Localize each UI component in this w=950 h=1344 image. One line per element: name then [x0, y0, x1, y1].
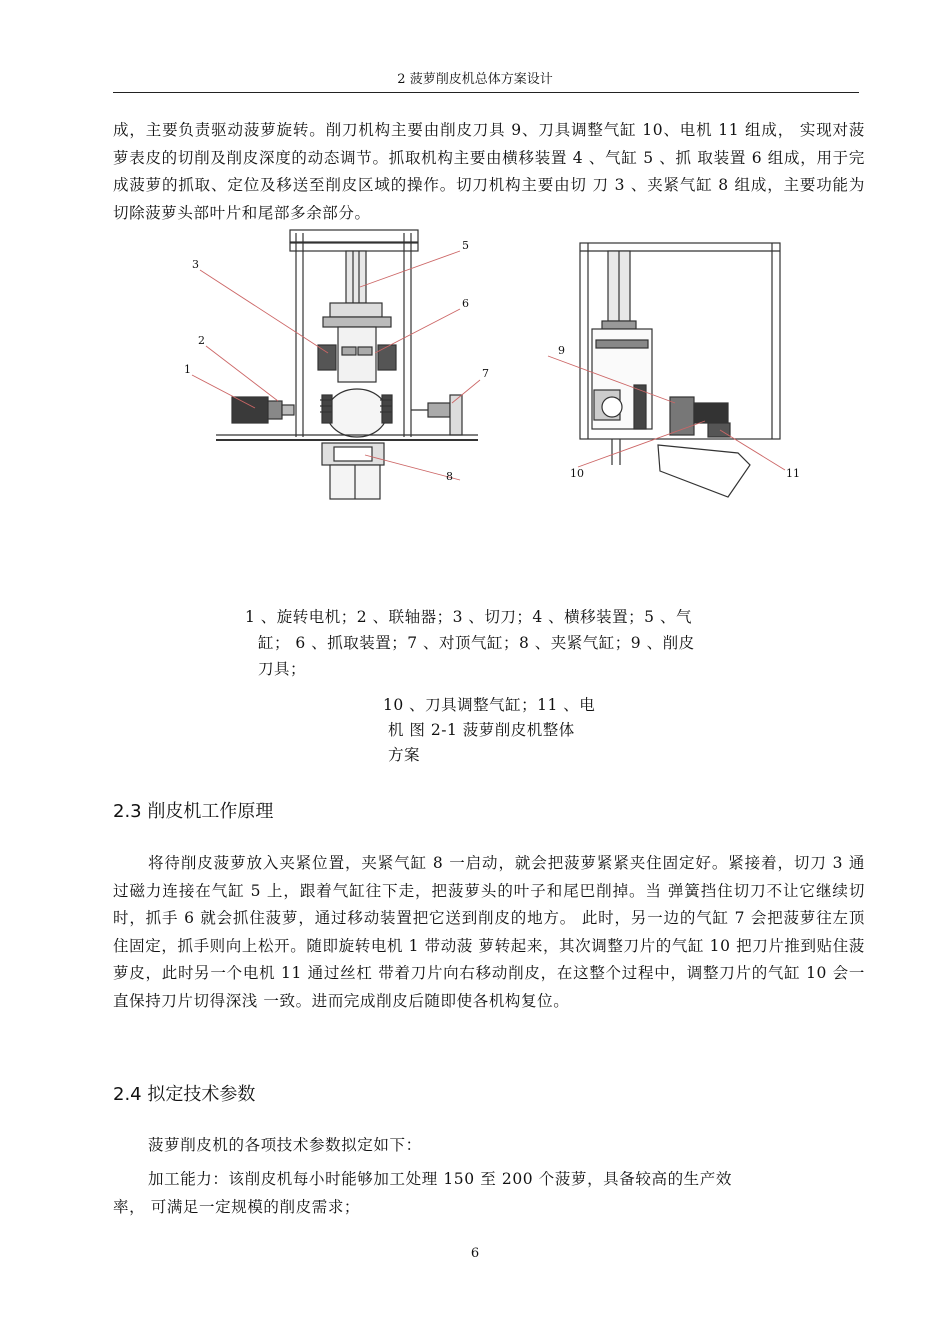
caption-line-3: 刀具；: [258, 660, 307, 678]
page-number: 6: [470, 1246, 480, 1261]
caption-line-2: 缸； 6 、抓取装置；7 、对顶气缸；8 、夹紧气缸；9 、削皮: [258, 634, 695, 652]
running-header: 2 菠萝削皮机总体方案设计: [397, 72, 553, 87]
callout-10: 10: [570, 467, 584, 480]
caption-line-1: 1 、旋转电机；2 、联轴器；3 、切刀；4 、横移装置；5 、气: [245, 608, 692, 626]
intro-paragraph: 成，主要负责驱动菠萝旋转。削刀机构主要由削皮刀具 9、刀具调整气缸 10、电机 11 组成， 实现对菠萝表皮的切削及削皮深度的动态调节。抓取机构主要由横移装置 4 、气缸 5 、抓 取装置 6 组成，用于完成菠萝的抓取、定位及移送至削皮区域的操作。切刀机构主要由切 刀 3 、夹紧气缸 8 组成，主要功能为切除菠萝头部叶片和尾部多余部分。: [113, 121, 865, 222]
callout-2: 2: [198, 334, 205, 347]
callout-8: 8: [446, 470, 453, 483]
section-2-4-line-3: 率， 可满足一定规模的削皮需求；: [113, 1198, 361, 1216]
callout-7: 7: [482, 367, 489, 380]
figure-callouts: [160, 225, 820, 525]
callout-9: 9: [558, 344, 565, 357]
section-2-4-line-2: 加工能力：该削皮机每小时能够加工处理 150 至 200 个菠萝，具备较高的生产效: [148, 1170, 732, 1188]
callout-6: 6: [462, 297, 469, 310]
callout-3: 3: [192, 258, 199, 271]
callout-1: 1: [184, 363, 191, 376]
caption-line-6: 方案: [388, 746, 421, 764]
header-rule: [113, 92, 859, 93]
caption-line-5: 机 图 2-1 菠萝削皮机整体: [388, 721, 575, 739]
callout-11: 11: [786, 467, 800, 480]
section-2-4-heading: 2.4 拟定技术参数: [113, 1084, 256, 1105]
section-2-4-line-1: 菠萝削皮机的各项技术参数拟定如下：: [148, 1136, 422, 1154]
caption-line-4: 10 、刀具调整气缸；11 、电: [383, 696, 596, 714]
callout-5: 5: [462, 239, 469, 252]
section-2-3-heading: 2.3 削皮机工作原理: [113, 801, 274, 822]
section-2-3-body: 将待削皮菠萝放入夹紧位置，夹紧气缸 8 一启动，就会把菠萝紧紧夹住固定好。紧接着，切刀 3 通过磁力连接在气缸 5 上，跟着气缸往下走，把菠萝头的叶子和尾巴削掉。当 弹簧挡住切刀不让它继续切时，抓手 6 就会抓住菠萝，通过移动装置把它送到削皮的地方。 此时，另一边的气缸 7 会把菠萝往左顶住固定，抓手则向上松开。随即旋转电机 1 带动菠 萝转起来，其次调整刀片的气缸 10 把刀片推到贴住菠萝皮，此时另一个电机 11 通过丝杠 带着刀片向右移动削皮，在这整个过程中，调整刀片的气缸 10 会一直保持刀片切得深浅 一致。进而完成削皮后随即使各机构复位。: [113, 854, 865, 1010]
